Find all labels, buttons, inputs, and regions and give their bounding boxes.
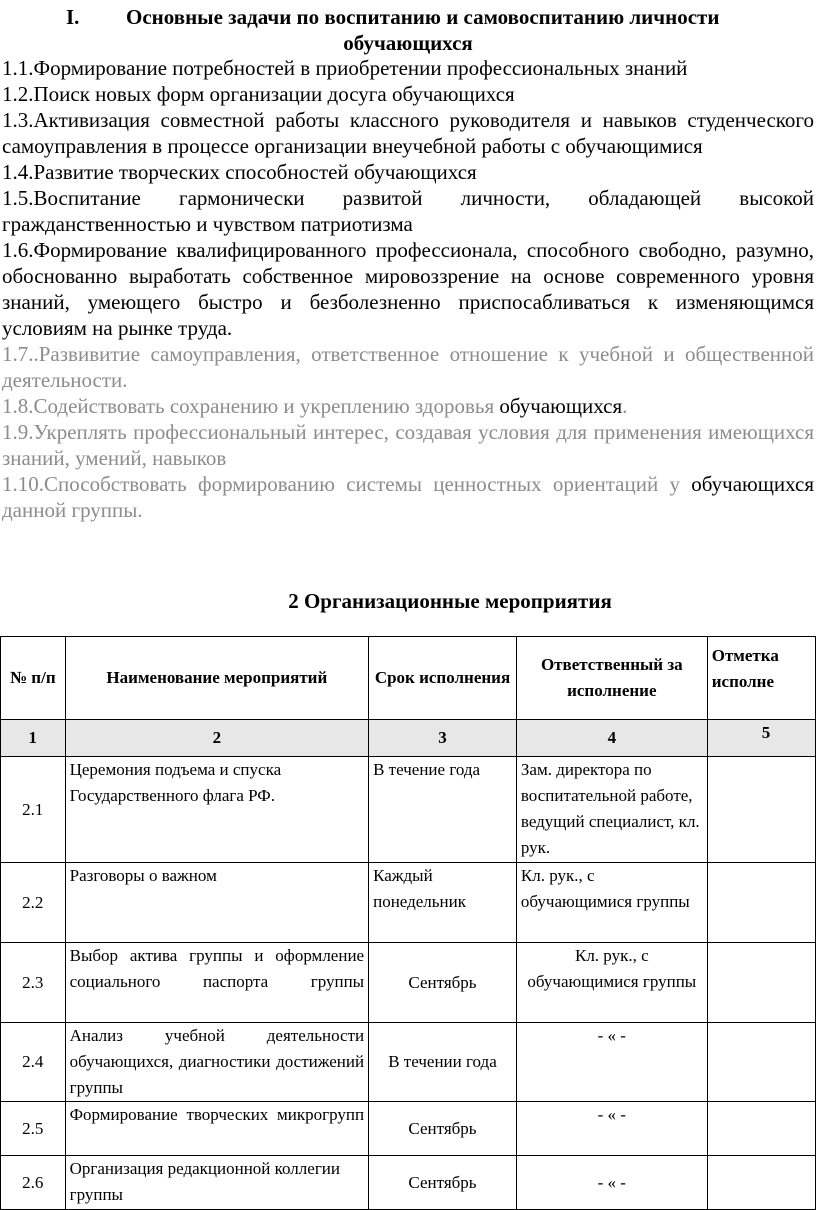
table-row [1, 863, 816, 943]
row-responsible: - « - [516, 1102, 707, 1156]
row-mark [707, 1102, 815, 1156]
task-item-1-10-text: 1.10.Способствовать формированию системы ценностных ориентаций у [2, 472, 692, 496]
row-mark [707, 1023, 815, 1102]
row-responsible: - « - [516, 1023, 707, 1102]
row-event-name: Формирование творческих микрогрупп [65, 1102, 368, 1156]
row-deadline: Сентябрь [369, 1102, 517, 1156]
row-event-name: Выбор актива группы и оформление социального паспорта группы [65, 943, 368, 1023]
task-item-1-3: 1.3.Активизация совместной работы классного руководителя и навыков студенческого самоуправления в процессе организации внеучебной работы с обучающимися [2, 108, 814, 158]
task-item-1-1: 1.1.Формирование потребностей в приобретении профессиональных знаний [2, 56, 688, 80]
task-item-1-7: 1.7..Развивитие самоуправления, ответственное отношение к учебной и общественной деятельности. [2, 342, 814, 392]
header-event-name: Наименование мероприятий [65, 637, 368, 720]
section-1-number: I. [66, 5, 80, 29]
row-event-name: Анализ учебной деятельности обучающихся, диагностики достижений группы [65, 1023, 368, 1102]
row-number: 2.5 [1, 1102, 66, 1156]
index-3: 3 [369, 720, 517, 757]
row-responsible: Зам. директора по воспитательной работе, ведущий специалист, кл. рук. [516, 757, 707, 863]
row-deadline: Сентябрь [369, 1156, 517, 1210]
task-item-1-5: 1.5.Воспитание гармонически развитой личности, обладающей высокой гражданственностью и чувством патриотизма [2, 186, 814, 236]
header-mark-text: Отметка исполне [711, 646, 779, 691]
section-2-heading [0, 588, 816, 614]
index-4: 4 [516, 720, 707, 757]
task-item-1-6: 1.6.Формирование квалифицированного профессионала, способного свободно, разумно, обоснованно выработать собственное мировоззрение на основе современного уровня знаний, умеющего быстро и безболезненно приспосабливаться к изменяющимся условиям на рынке труда. [2, 238, 814, 340]
row-deadline: Сентябрь [369, 943, 517, 1023]
header-deadline: Срок исполнения [369, 637, 517, 720]
table-header-row [1, 637, 816, 720]
section-2-title: 2 Организационные мероприятия [288, 589, 612, 613]
row-number: 2.2 [1, 863, 66, 943]
table-row [1, 1102, 816, 1156]
row-responsible: - « - [516, 1156, 707, 1210]
row-mark [707, 863, 815, 943]
task-item-1-8-highlight: обучающихся [499, 394, 623, 418]
section-1-title-line-1: Основные задачи по воспитанию и самовоспитанию личности [126, 5, 720, 29]
table-row [1, 757, 816, 863]
task-item-1-10-highlight: обучающихся [691, 472, 814, 496]
index-5: 5 [707, 720, 815, 757]
row-deadline: Каждый понедельник [369, 863, 517, 943]
task-item-1-8-tail: . [622, 394, 628, 418]
table-row [1, 1156, 816, 1210]
table-index-row [1, 720, 816, 757]
row-mark [707, 1156, 815, 1210]
row-mark [707, 943, 815, 1023]
row-number: 2.6 [1, 1156, 66, 1210]
events-table [0, 636, 816, 1210]
task-item-1-4: 1.4.Развитие творческих способностей обучающихся [2, 160, 477, 184]
row-event-name: Организация редакционной коллегии группы [65, 1156, 368, 1210]
section-1-title-line-2: обучающихся [343, 31, 473, 55]
row-mark [707, 757, 815, 863]
header-number: № п/п [1, 637, 66, 720]
header-responsible: Ответственный за исполнение [516, 637, 707, 720]
row-number: 2.1 [1, 757, 66, 863]
row-number: 2.4 [1, 1023, 66, 1102]
row-responsible: Кл. рук., с обучающимися группы [516, 863, 707, 943]
index-2: 2 [65, 720, 368, 757]
task-item-1-10 [2, 471, 814, 523]
task-item-1-9: 1.9.Укреплять профессиональный интерес, создавая условия для применения имеющихся знаний, умений, навыков [2, 420, 814, 470]
row-event-name: Церемония подъема и спуска Государственного флага РФ. [65, 757, 368, 863]
task-item-1-8 [2, 393, 814, 419]
task-list [2, 55, 814, 523]
row-responsible: Кл. рук., с обучающимися группы [516, 943, 707, 1023]
task-item-1-8-text: 1.8.Содействовать сохранению и укреплению здоровья [2, 394, 500, 418]
task-item-1-2: 1.2.Поиск новых форм организации досуга обучающихся [2, 82, 515, 106]
header-mark [707, 637, 815, 720]
index-1: 1 [1, 720, 66, 757]
table-row [1, 943, 816, 1023]
table-row [1, 1023, 816, 1102]
row-event-name: Разговоры о важном [65, 863, 368, 943]
row-deadline: В течение года [369, 757, 517, 863]
row-number: 2.3 [1, 943, 66, 1023]
task-item-1-10-tail: данной группы. [2, 498, 143, 522]
row-deadline: В течении года [369, 1023, 517, 1102]
